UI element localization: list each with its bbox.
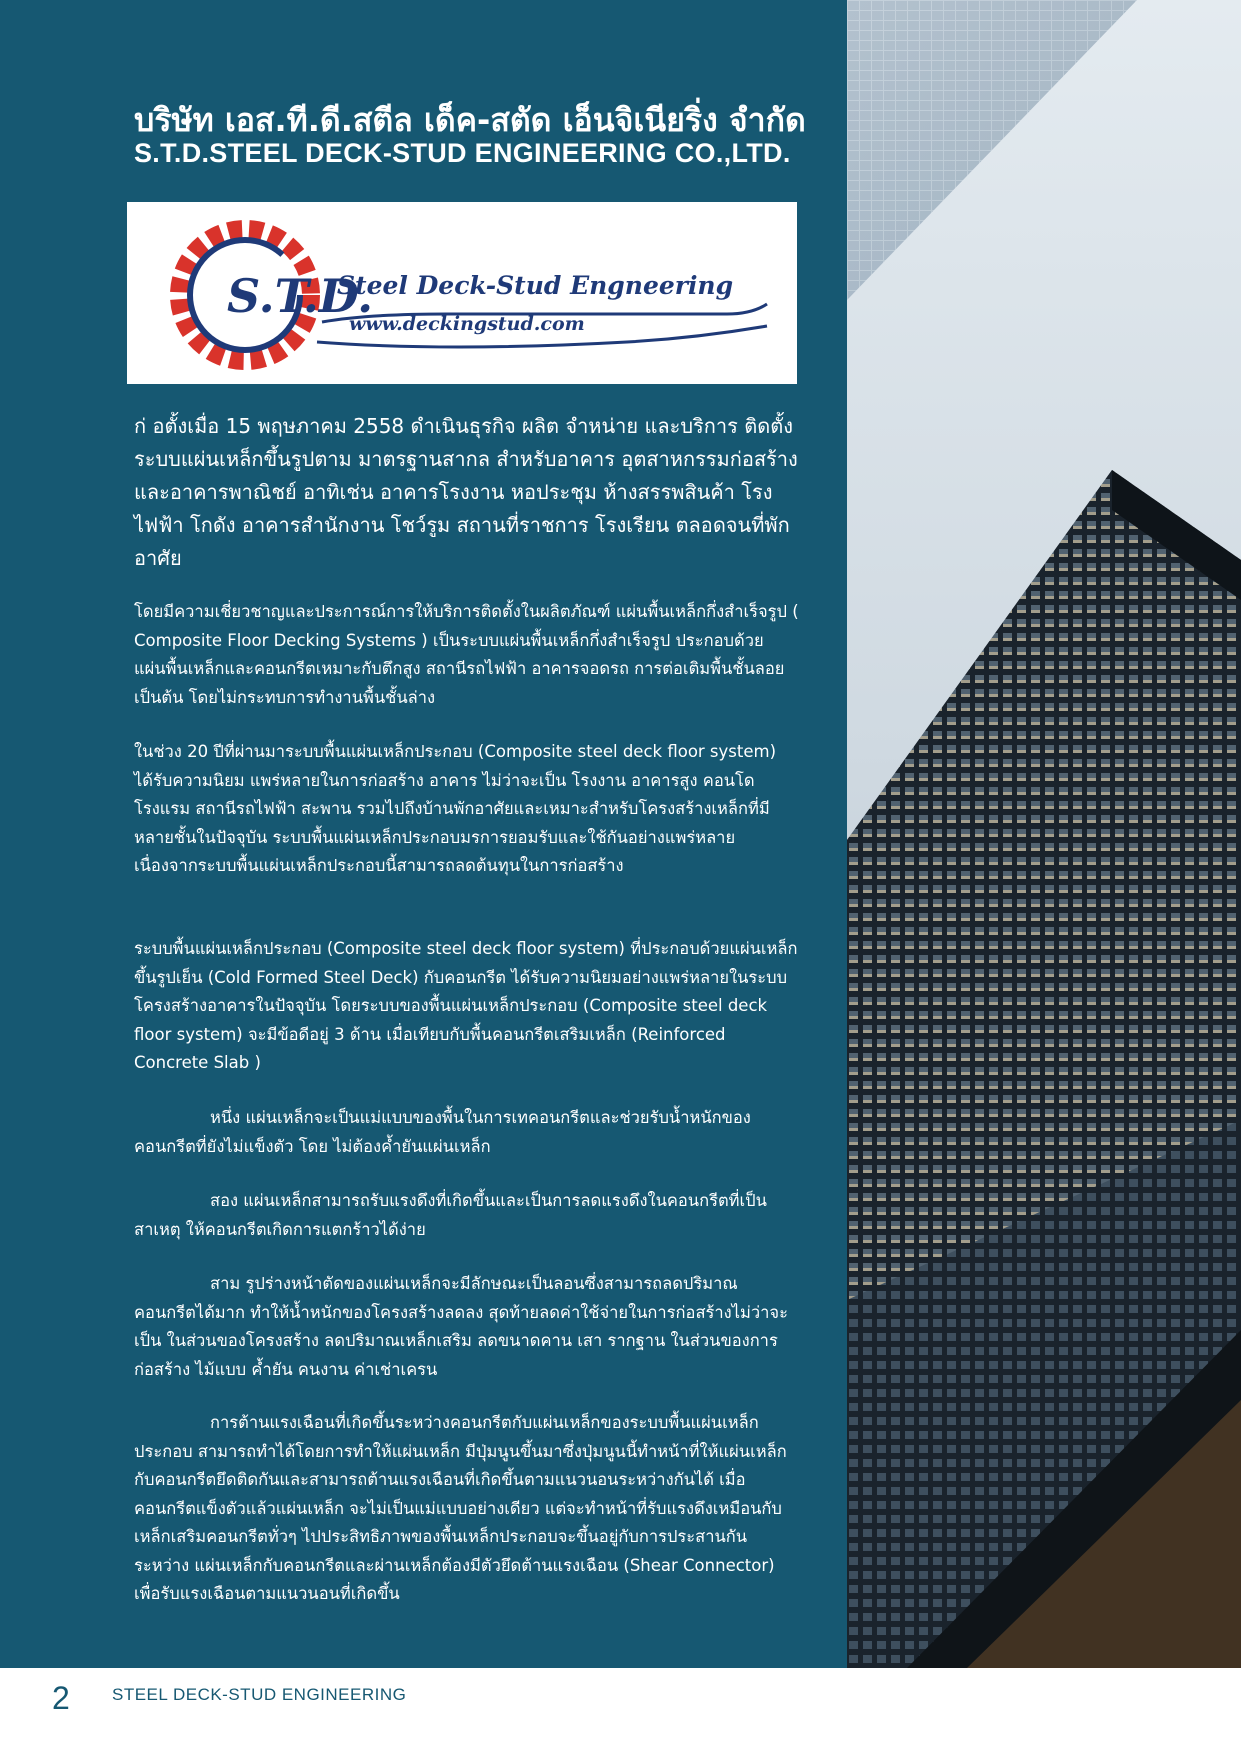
footer-title: STEEL DECK-STUD ENGINEERING xyxy=(112,1685,407,1704)
paragraph-text: สอง แผ่นเหล็กสามารถรับแรงดึงที่เกิดขึ้นและเป็นการลดแรงดึงในคอนกรีตที่เป็นสาเหตุ ให้คอนกรีตเกิดการแตกร้าวได้ง่าย xyxy=(134,1191,767,1239)
paragraph-text: การต้านแรงเฉือนที่เกิดขึ้นระหว่างคอนกรีตกับแผ่นเหล็กของระบบพื้นแผ่นเหล็กประกอบ สามารถทำได้โดยการทำให้แผ่นเหล็ก มีปุ่มนูนขึ้นมาซึ่งปุ่มนูนนี้ทำหน้าที่ให้แผ่นเหล็กกับคอนกรีตยึดติดกันและสามารถต้านแรงเฉือนที่เกิดขึ้นตามแนวนอนระหว่างกันได้ เมื่อคอนกรีตแข็งตัวแล้วแผ่นเหล็ก จะไม่เป็นแม่แบบอย่างเดียว แต่จะทำหน้าที่รับแรงดึงเหมือนกับเหล็กเสริมคอนกรีตทั่วๆ ไปประสิทธิภาพของพื้นเหล็กประกอบจะขึ้นอยู่กับการประสานกันระหว่าง แผ่นเหล็กกับคอนกรีตและผ่านเหล็กต้องมีตัวยึดต้านแรงเฉือน (Shear Connector) เพื่อรับแรงเฉือนตามแนวนอนที่เกิดขึ้น xyxy=(134,1413,787,1603)
logo-tagline: Steel Deck-Stud Engneering xyxy=(337,271,734,300)
logo-initials: S.T.D. xyxy=(227,269,374,323)
company-name-thai: บริษัท เอส.ที.ดี.สตีล เด็ค-สตัด เอ็นจิเนียริ่ง จำกัด xyxy=(134,101,806,139)
paragraph-shear-resistance xyxy=(134,1409,799,1609)
paragraph-expertise xyxy=(134,598,799,712)
paragraph-text: ระบบพื้นแผ่นเหล็กประกอบ (Composite steel deck floor system) ที่ประกอบด้วยแผ่นเหล็กขึ้นรูปเย็น (Cold Formed Steel Deck) กับคอนกรีต ได้รับความนิยมอย่างแพร่หลายในระบบโครงสร้างอาคารในปัจจุบัน โดยระบบของพื้นแผ่นเหล็กประกอบ (Composite steel deck floor system) จะมีข้อดีอยู่ 3 ด้าน เมื่อเทียบกับพื้นคอนกรีตเสริมเหล็ก (Reinforced Concrete Slab ) xyxy=(134,939,798,1072)
intro-text: ก่ อตั้งเมื่อ 15 พฤษภาคม 2558 ดำเนินธุรกิจ ผลิต จำหน่าย และบริการ ติดตั้งระบบแผ่นเหล็กขึ้นรูปตาม มาตรฐานสากล สำหรับอาคาร อุตสาหกรรมก่อสร้าง และอาคารพาณิชย์ อาทิเช่น อาคารโรงงาน หอประชุม ห้างสรรพสินค้า โรงไฟฟ้า โกดัง อาคารสำนักงาน โชว์รูม สถานที่ราชการ โรงเรียน ตลอดจนที่พักอาศัย xyxy=(134,414,798,570)
company-name-english: S.T.D.STEEL DECK-STUD ENGINEERING CO.,LTD. xyxy=(134,138,791,168)
paragraph-advantage-two xyxy=(134,1187,799,1244)
paragraph-advantage-one xyxy=(134,1104,799,1161)
paragraph-text: หนึ่ง แผ่นเหล็กจะเป็นแม่แบบของพื้นในการเทคอนกรีตและช่วยรับน้ำหนักของคอนกรีตที่ยังไม่แข็งตัว โดย ไม่ต้องค้ำยันแผ่นเหล็ก xyxy=(134,1108,751,1156)
paragraph-advantage-three xyxy=(134,1270,799,1384)
paragraph-text: โดยมีความเชี่ยวชาญและประการณ์การให้บริการติดตั้งในผลิตภัณฑ์ แผ่นพื้นเหล็กกึ่งสำเร็จรูป ( Composite Floor Decking Systems ) เป็นระบบแผ่นพื้นเหล็กกึ่งสำเร็จรูป ประกอบด้วย แผ่นพื้นเหล็กและคอนกรีตเหมาะกับตึกสูง สถานีรถไฟฟ้า อาคารจอดรถ การต่อเติมพื้นชั้นลอย เป็นต้น โดยไม่กระทบการทำงานพื้นชั้นล่าง xyxy=(134,602,799,707)
company-logo xyxy=(127,202,797,384)
page-footer xyxy=(0,1668,1241,1754)
paragraph-text: ในช่วง 20 ปีที่ผ่านมาระบบพื้นแผ่นเหล็กประกอบ (Composite steel deck floor system) ได้รับความนิยม แพร่หลายในการก่อสร้าง อาคาร ไม่ว่าจะเป็น โรงงาน อาคารสูง คอนโด โรงแรม สถานีรถไฟฟ้า สะพาน รวมไปถึงบ้านพักอาศัยและเหมาะสำหรับโครงสร้างเหล็กที่มีหลายชั้นในปัจจุบัน ระบบพื้นแผ่นเหล็กประกอบมรการยอมรับและใช้กันอย่างแพร่หลาย เนื่องจากระบบพื้นแผ่นเหล็กประกอบนี้สามารถลดต้นทุนในการก่อสร้าง xyxy=(134,742,777,875)
page-number: 2 xyxy=(52,1680,70,1716)
paragraph-system-overview xyxy=(134,935,799,1078)
logo-website: www.deckingstud.com xyxy=(349,313,585,335)
building-illustration xyxy=(847,0,1241,1668)
intro-paragraph xyxy=(134,410,799,575)
skyscraper-photo xyxy=(847,0,1241,1668)
paragraph-history xyxy=(134,738,799,881)
paragraph-text: สาม รูปร่างหน้าตัดของแผ่นเหล็กจะมีลักษณะเป็นลอนซึ่งสามารถลดปริมาณคอนกรีตได้มาก ทำให้น้ำหนักของโครงสร้างลดลง สุดท้ายลดค่าใช้จ่ายในการก่อสร้างไม่ว่าจะเป็น ในส่วนของโครงสร้าง ลดปริมาณเหล็กเสริม ลดขนาดคาน เสา รากฐาน ในส่วนของการก่อสร้าง ไม้แบบ ค้ำยัน คนงาน ค่าเช่าเครน xyxy=(134,1274,788,1379)
